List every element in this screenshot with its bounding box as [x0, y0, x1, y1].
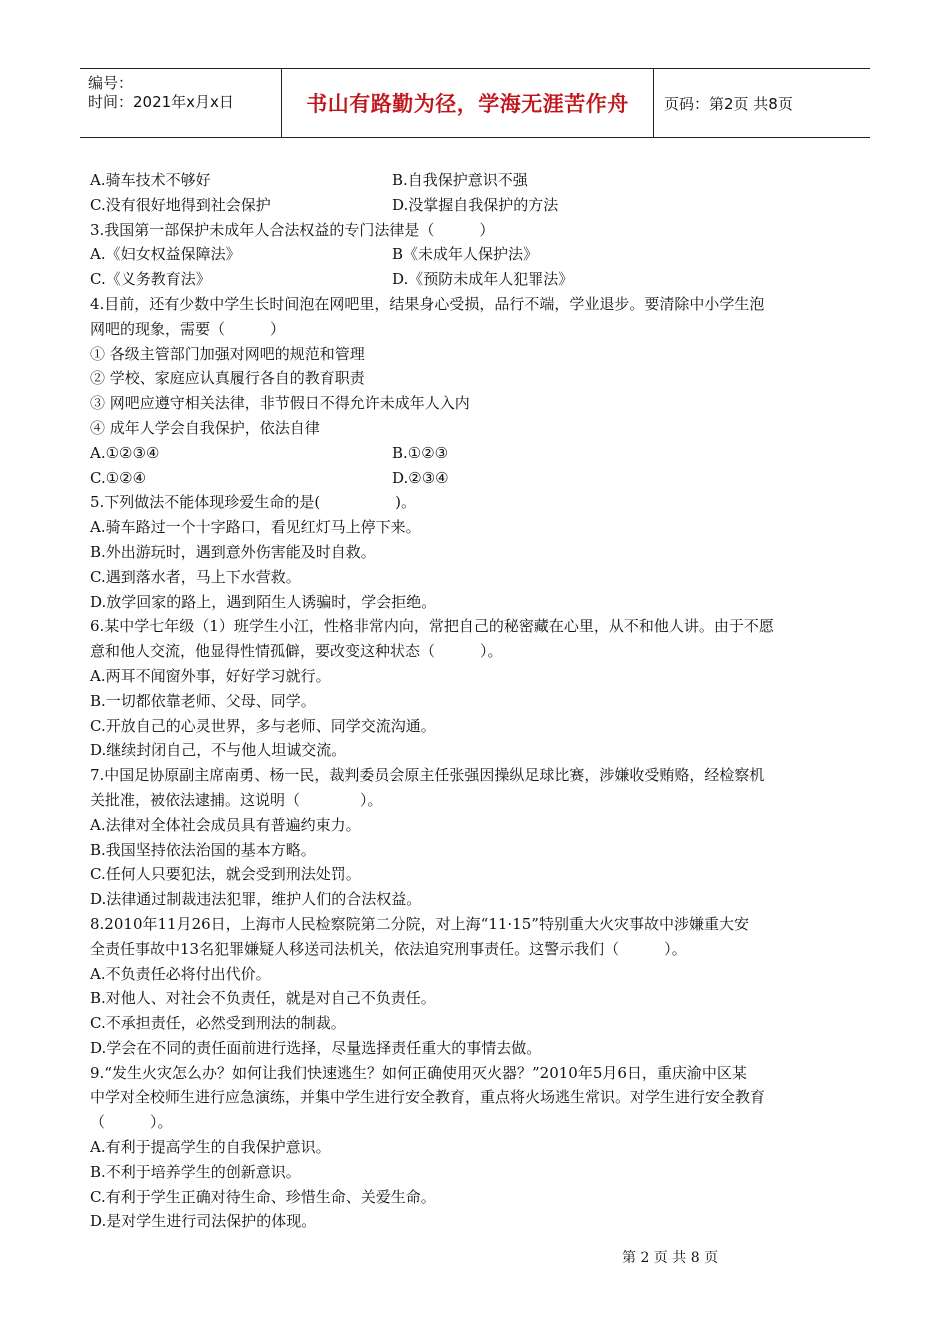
question-4-stem-line2: 网吧的现象，需要（ ） — [90, 319, 286, 338]
option-row — [90, 466, 860, 491]
option-d: D.学会在不同的责任面前进行选择，尽量选择责任重大的事情去做。 — [90, 1038, 542, 1057]
document-number: 编号： — [88, 74, 134, 92]
statement-4: ④ 成年人学会自我保护，依法自律 — [90, 418, 320, 437]
option-a: A.法律对全体社会成员具有普遍约束力。 — [90, 815, 361, 834]
option-a: A.两耳不闻窗外事，好好学习就行。 — [90, 666, 331, 685]
option-a: A.不负责任必将付出代价。 — [90, 964, 271, 983]
option-b: B《未成年人保护法》 — [392, 245, 539, 264]
option-d: D.是对学生进行司法保护的体现。 — [90, 1212, 317, 1231]
question-8-stem-line2: 全责任事故中13名犯罪嫌疑人移送司法机关，依法追究刑事责任。这警示我们（ ）。 — [90, 939, 687, 958]
option-d: D.放学回家的路上，遇到陌生人诱骗时，学会拒绝。 — [90, 592, 437, 611]
question-9-stem-line3: （ ）。 — [90, 1113, 173, 1132]
option-c: C.任何人只要犯法，就会受到刑法处罚。 — [90, 865, 361, 884]
document-date: 时间：2021年x月x日 — [88, 93, 234, 111]
option-c: C.有利于学生正确对待生命、珍惜生命、关爱生命。 — [90, 1187, 436, 1206]
option-b: B.自我保护意识不强 — [392, 171, 528, 189]
question-9-stem-line1: 9.“发生火灾怎么办？如何让我们快速逃生？如何正确使用灭火器？”2010年5月6日，重庆渝中区某 — [90, 1063, 747, 1082]
option-c: C.没有很好地得到社会保护 — [90, 195, 271, 214]
question-9-stem-line2: 中学对全校师生进行应急演练，并集中学生进行安全教育，重点将火场逃生常识。对学生进行安全教育 — [90, 1088, 766, 1107]
option-a: A.有利于提高学生的自我保护意识。 — [90, 1138, 331, 1157]
option-b: B.①②③ — [392, 443, 449, 462]
option-b: B.一切都依靠老师、父母、同学。 — [90, 691, 316, 710]
option-b: B.外出游玩时，遇到意外伤害能及时自救。 — [90, 542, 376, 561]
option-row — [90, 193, 860, 218]
header-meta — [80, 69, 282, 137]
option-c: C.不承担责任，必然受到刑法的制裁。 — [90, 1014, 346, 1033]
statement-2: ② 学校、家庭应认真履行各自的教育职责 — [90, 369, 365, 388]
option-b: B.对他人、对社会不负责任，就是对自己不负责任。 — [90, 989, 436, 1008]
option-d: D.《预防未成年人犯罪法》 — [392, 270, 574, 289]
option-c: C.遇到落水者，马上下水营救。 — [90, 567, 301, 586]
question-5-stem: 5.下列做法不能体现珍爱生命的是( )。 — [90, 493, 417, 512]
option-row — [90, 242, 860, 267]
header-page-number: 页码：第2页 共8页 — [664, 94, 793, 113]
option-d: D.继续封闭自己，不与他人坦诚交流。 — [90, 741, 347, 760]
page-header — [80, 68, 870, 138]
motto-text: 书山有路勤为径，学海无涯苦作舟 — [306, 92, 629, 116]
option-row — [90, 168, 860, 193]
option-d: D.法律通过制裁违法犯罪，维护人们的合法权益。 — [90, 890, 422, 909]
option-row — [90, 267, 860, 292]
option-d: D.②③④ — [392, 468, 449, 487]
option-row — [90, 441, 860, 466]
option-c: C.《义务教育法》 — [90, 270, 211, 289]
option-a: A.骑车路过一个十字路口，看见红灯马上停下来。 — [90, 518, 421, 537]
question-7-stem-line1: 7.中国足协原副主席南勇、杨一民，裁判委员会原主任张强因操纵足球比赛，涉嫌收受贿赂，经检察机 — [90, 766, 765, 785]
option-d: D.没掌握自我保护的方法 — [392, 195, 559, 214]
option-b: B.不利于培养学生的创新意识。 — [90, 1162, 301, 1181]
footer-page-number: 第 2 页 共 8 页 — [622, 1250, 719, 1266]
option-a: A.①②③④ — [90, 443, 160, 462]
header-page-cell — [654, 69, 870, 137]
header-motto-cell — [282, 69, 654, 137]
option-c: C.①②④ — [90, 468, 147, 487]
question-4-stem-line1: 4.目前，还有少数中学生长时间泡在网吧里，结果身心受损，品行不端，学业退步。要清除中小学生泡 — [90, 294, 765, 313]
question-6-stem-line2: 意和他人交流，他显得性情孤僻，要改变这种状态（ ）。 — [90, 642, 503, 661]
question-6-stem-line1: 6.某中学七年级（1）班学生小江，性格非常内向，常把自己的秘密藏在心里，从不和他人讲。由于不愿 — [90, 617, 774, 636]
statement-3: ③ 网吧应遵守相关法律，非节假日不得允许未成年人入内 — [90, 394, 470, 413]
option-a: A.《妇女权益保障法》 — [90, 245, 241, 264]
question-list — [90, 168, 860, 1234]
question-7-stem-line2: 关批准，被依法逮捕。这说明（ ）。 — [90, 790, 383, 809]
question-3-stem: 3.我国第一部保护未成年人合法权益的专门法律是（ ） — [90, 220, 495, 239]
option-a: A.骑车技术不够好 — [90, 171, 211, 189]
statement-1: ① 各级主管部门加强对网吧的规范和管理 — [90, 344, 365, 363]
option-b: B.我国坚持依法治国的基本方略。 — [90, 840, 316, 859]
option-c: C.开放自己的心灵世界，多与老师、同学交流沟通。 — [90, 716, 436, 735]
question-8-stem-line1: 8.2010年11月26日，上海市人民检察院第二分院，对上海“11·15”特别重大火灾事故中涉嫌重大安 — [90, 914, 749, 933]
